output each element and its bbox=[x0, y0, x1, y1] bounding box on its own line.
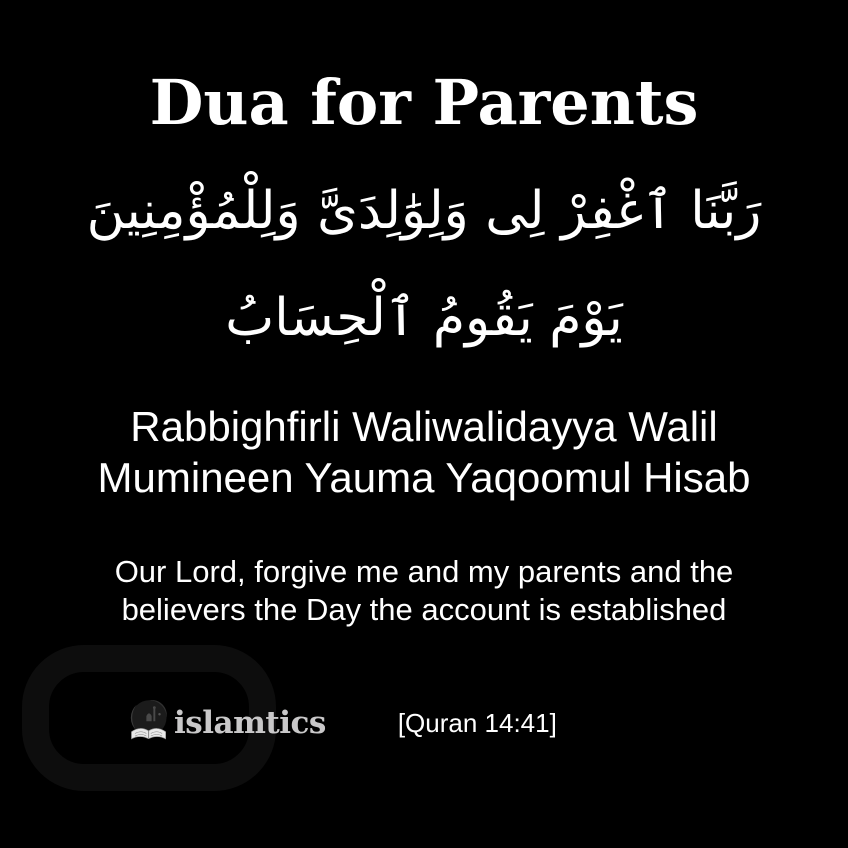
quran-reference: [Quran 14:41] bbox=[397, 707, 557, 738]
footer bbox=[0, 692, 848, 754]
translation-line-2: believers the Day the account is established bbox=[121, 592, 727, 627]
page-title: Dua for Parents bbox=[149, 66, 699, 139]
islamtics-logo bbox=[128, 698, 326, 748]
arabic-verse-line-2: يَوْمَ يَقُومُ ٱلْحِسَابُ bbox=[225, 288, 623, 348]
brand-name: islamtics bbox=[174, 705, 326, 741]
transliteration bbox=[0, 401, 848, 503]
translation-line-1: Our Lord, forgive me and my parents and the bbox=[114, 554, 734, 589]
translation bbox=[0, 553, 848, 629]
transliteration-line-2: Mumineen Yauma Yaqoomul Hisab bbox=[97, 454, 751, 501]
transliteration-line-1: Rabbighfirli Waliwalidayya Walil bbox=[130, 403, 718, 450]
arabic-verse-line-1: رَبَّنَا ٱغْفِرْ لِى وَلِوَٰلِدَىَّ وَلِلْمُؤْمِنِينَ bbox=[86, 181, 762, 241]
crescent-mosque-book-icon bbox=[128, 698, 170, 748]
arabic-verse bbox=[0, 158, 848, 372]
